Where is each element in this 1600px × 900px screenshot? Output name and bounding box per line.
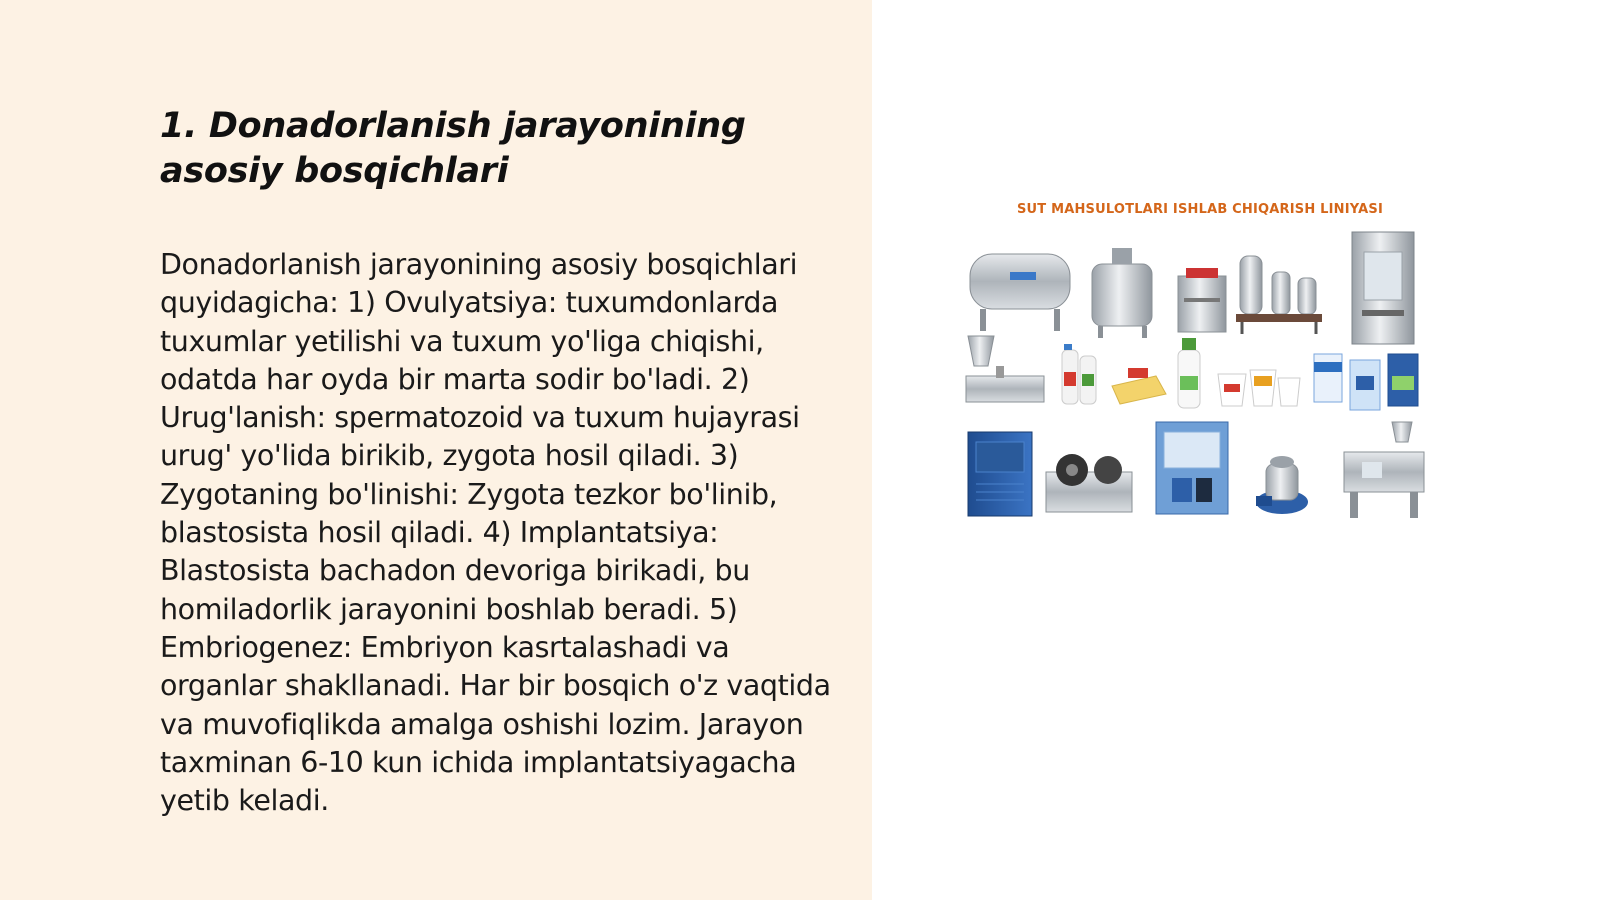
blow-molder-icon (1156, 422, 1228, 514)
packing-machine-icon (1352, 232, 1414, 344)
equipment-illustration (960, 226, 1440, 541)
vat-icon (1092, 248, 1152, 338)
filler-icon (966, 336, 1044, 402)
cup-filler-icon (1344, 422, 1424, 518)
separator-icon (1256, 456, 1308, 514)
compressor-icon (1046, 454, 1132, 512)
cheese-icon (1112, 368, 1166, 404)
milk-packs-icon (1314, 354, 1418, 410)
slide-title: 1. Donadorlanish jarayonining asosiy bosqichlari (160, 106, 746, 191)
tank-icon (970, 254, 1070, 331)
chiller-icon (968, 432, 1032, 516)
mixer-icon (1178, 268, 1226, 332)
bottles-icon (1062, 344, 1096, 404)
milk-bottle-icon (1178, 338, 1200, 408)
figure-caption: SUT MAHSULOTLARI ISHLAB CHIQARISH LINIYASI (1016, 202, 1384, 217)
pasteurizer-icon (1236, 256, 1322, 334)
slide-body: Donadorlanish jarayonining asosiy bosqichlari quyidagicha: 1) Ovulyatsiya: tuxumdonlarda tuxumlar yetilishi va tuxum yo'liga chiqishi, odatda har oyda bir marta sodir bo'ladi. 2) Urug'lanish: spermatozoid va tuxum hujayrasi urug' yo'lida birikib, zygota hosil qiladi. 3) Zygotaning bo'linishi: Zygota tezkor bo'linib, blastosista hosil qiladi. 4) Implantatsiya: Blastosista bachadon devoriga birikadi, bu homiladorlik jarayonini boshlab beradi. 5) Embriogenez: Embriyon kasrtalashadi va organlar shakllanadi. Har bir bosqich o'z vaqtida va muvofiqlikda amalga oshishi lozim. Jarayon taxminan 6-10 kun ichida implantatsiyagacha yetib keladi. (160, 248, 831, 818)
production-line-figure (960, 196, 1450, 546)
yogurt-cups-icon (1218, 370, 1300, 406)
